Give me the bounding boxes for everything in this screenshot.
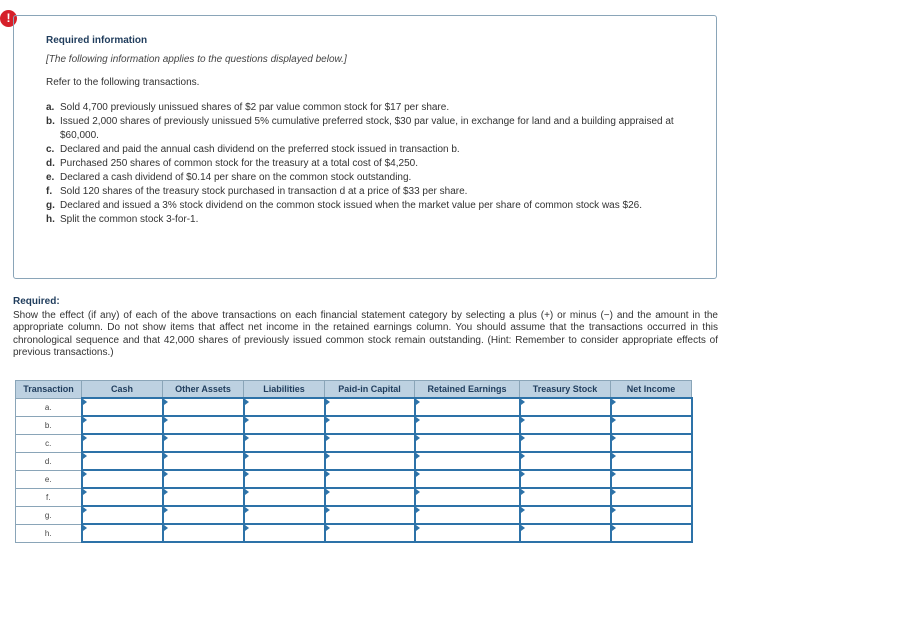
transaction-letter: a. <box>46 102 55 113</box>
required-section <box>13 296 718 360</box>
dropdown-arrow-icon[interactable] <box>164 525 168 531</box>
info-title: Required information <box>46 35 148 46</box>
dropdown-arrow-icon[interactable] <box>612 525 616 531</box>
transaction-letter: d. <box>46 158 55 169</box>
effect-input-cell[interactable] <box>244 506 325 524</box>
effect-input-cell[interactable] <box>244 488 325 506</box>
transaction-label: f. <box>16 488 82 506</box>
effect-input-cell[interactable] <box>611 506 692 524</box>
dropdown-arrow-icon[interactable] <box>416 471 420 477</box>
effect-input-cell[interactable] <box>325 452 415 470</box>
transaction-label: d. <box>16 452 82 470</box>
required-information-box <box>13 15 717 279</box>
transaction-text: Sold 120 shares of the treasury stock purchased in transaction d at a price of $33 per share. <box>60 186 468 197</box>
effect-input-cell[interactable] <box>415 398 520 416</box>
transaction-text: Purchased 250 shares of common stock for the treasury at a total cost of $4,250. <box>60 158 418 169</box>
effect-input-cell[interactable] <box>520 452 611 470</box>
transaction-item <box>46 101 686 115</box>
dropdown-arrow-icon[interactable] <box>612 417 616 423</box>
dropdown-arrow-icon[interactable] <box>612 399 616 405</box>
column-header: Retained Earnings <box>415 381 520 399</box>
effect-input-cell[interactable] <box>163 488 244 506</box>
dropdown-arrow-icon[interactable] <box>521 507 525 513</box>
dropdown-arrow-icon[interactable] <box>83 453 87 459</box>
effect-input-cell[interactable] <box>415 416 520 434</box>
effect-input-cell[interactable] <box>415 488 520 506</box>
dropdown-arrow-icon[interactable] <box>416 435 420 441</box>
dropdown-arrow-icon[interactable] <box>164 507 168 513</box>
dropdown-arrow-icon[interactable] <box>416 507 420 513</box>
column-header: Paid-in Capital <box>325 381 415 399</box>
effect-input-cell[interactable] <box>325 524 415 542</box>
dropdown-arrow-icon[interactable] <box>164 417 168 423</box>
dropdown-arrow-icon[interactable] <box>612 453 616 459</box>
effect-input-cell[interactable] <box>244 416 325 434</box>
transaction-label: g. <box>16 506 82 524</box>
dropdown-arrow-icon[interactable] <box>326 507 330 513</box>
info-note: [The following information applies to the questions displayed below.] <box>46 54 347 65</box>
dropdown-arrow-icon[interactable] <box>245 453 249 459</box>
effect-input-cell[interactable] <box>325 506 415 524</box>
dropdown-arrow-icon[interactable] <box>164 453 168 459</box>
dropdown-arrow-icon[interactable] <box>521 435 525 441</box>
effect-input-cell[interactable] <box>244 398 325 416</box>
effect-input-cell[interactable] <box>520 434 611 452</box>
effect-input-cell[interactable] <box>82 506 163 524</box>
transaction-item <box>46 115 686 143</box>
dropdown-arrow-icon[interactable] <box>416 489 420 495</box>
dropdown-arrow-icon[interactable] <box>416 417 420 423</box>
table-row <box>16 488 692 506</box>
effect-input-cell[interactable] <box>611 524 692 542</box>
effect-input-cell[interactable] <box>82 452 163 470</box>
effect-input-cell[interactable] <box>611 452 692 470</box>
dropdown-arrow-icon[interactable] <box>521 417 525 423</box>
dropdown-arrow-icon[interactable] <box>521 471 525 477</box>
table-header-row <box>16 381 692 399</box>
dropdown-arrow-icon[interactable] <box>326 453 330 459</box>
effect-input-cell[interactable] <box>520 470 611 488</box>
effect-input-cell[interactable] <box>325 398 415 416</box>
dropdown-arrow-icon[interactable] <box>83 417 87 423</box>
effect-input-cell[interactable] <box>244 470 325 488</box>
effect-input-cell[interactable] <box>163 416 244 434</box>
dropdown-arrow-icon[interactable] <box>83 525 87 531</box>
effects-table <box>15 380 693 543</box>
dropdown-arrow-icon[interactable] <box>612 489 616 495</box>
effect-input-cell[interactable] <box>611 416 692 434</box>
transaction-letter: h. <box>46 214 55 225</box>
dropdown-arrow-icon[interactable] <box>416 453 420 459</box>
transaction-list <box>46 101 686 227</box>
transaction-label: e. <box>16 470 82 488</box>
effect-input-cell[interactable] <box>520 488 611 506</box>
effect-input-cell[interactable] <box>611 434 692 452</box>
dropdown-arrow-icon[interactable] <box>326 471 330 477</box>
dropdown-arrow-icon[interactable] <box>326 399 330 405</box>
effect-input-cell[interactable] <box>163 506 244 524</box>
refer-text: Refer to the following transactions. <box>46 77 200 88</box>
dropdown-arrow-icon[interactable] <box>521 525 525 531</box>
effect-input-cell[interactable] <box>244 524 325 542</box>
transaction-text: Issued 2,000 shares of previously unissued 5% cumulative preferred stock, $30 par value, in exchange for land and a building appraised at $60,000. <box>60 116 674 141</box>
effect-input-cell[interactable] <box>163 524 244 542</box>
effect-input-cell[interactable] <box>520 506 611 524</box>
transaction-letter: f. <box>46 186 53 197</box>
transaction-item <box>46 213 686 227</box>
dropdown-arrow-icon[interactable] <box>245 525 249 531</box>
transaction-letter: g. <box>46 200 55 211</box>
effect-input-cell[interactable] <box>325 416 415 434</box>
dropdown-arrow-icon[interactable] <box>83 489 87 495</box>
effect-input-cell[interactable] <box>415 452 520 470</box>
column-header: Liabilities <box>244 381 325 399</box>
transaction-item <box>46 157 686 171</box>
column-header: Cash <box>82 381 163 399</box>
dropdown-arrow-icon[interactable] <box>416 399 420 405</box>
dropdown-arrow-icon[interactable] <box>326 417 330 423</box>
dropdown-arrow-icon[interactable] <box>245 417 249 423</box>
transaction-label: a. <box>16 398 82 416</box>
dropdown-arrow-icon[interactable] <box>612 435 616 441</box>
table-row <box>16 416 692 434</box>
dropdown-arrow-icon[interactable] <box>245 489 249 495</box>
dropdown-arrow-icon[interactable] <box>521 489 525 495</box>
required-instructions: Show the effect (if any) of each of the above transactions on each financial statement category by selecting a plus (+) or minus (−) and the amount in the appropriate column. Do not show items that affect net income in the retained earnings column. You should assume that the transactions occurred in this chronological sequence and that 42,000 shares of previously issued common stock remain outstanding. (Hint: Remember to consider appropriate effects of previous transactions.) <box>13 309 718 358</box>
dropdown-arrow-icon[interactable] <box>326 525 330 531</box>
alert-icon: ! <box>0 10 17 27</box>
effect-input-cell[interactable] <box>163 470 244 488</box>
transaction-text: Sold 4,700 previously unissued shares of $2 par value common stock for $17 per share. <box>60 102 450 113</box>
transaction-text: Split the common stock 3-for-1. <box>60 214 199 225</box>
table-row <box>16 398 692 416</box>
effect-input-cell[interactable] <box>325 470 415 488</box>
transaction-item <box>46 199 686 213</box>
effect-input-cell[interactable] <box>244 452 325 470</box>
transaction-letter: c. <box>46 144 55 155</box>
transaction-letter: b. <box>46 116 55 127</box>
transaction-label: c. <box>16 434 82 452</box>
effect-input-cell[interactable] <box>520 398 611 416</box>
dropdown-arrow-icon[interactable] <box>245 399 249 405</box>
effect-input-cell[interactable] <box>82 524 163 542</box>
dropdown-arrow-icon[interactable] <box>416 525 420 531</box>
effect-input-cell[interactable] <box>611 398 692 416</box>
transaction-item <box>46 171 686 185</box>
dropdown-arrow-icon[interactable] <box>245 507 249 513</box>
effect-input-cell[interactable] <box>163 398 244 416</box>
dropdown-arrow-icon[interactable] <box>164 399 168 405</box>
dropdown-arrow-icon[interactable] <box>83 507 87 513</box>
dropdown-arrow-icon[interactable] <box>245 435 249 441</box>
effect-input-cell[interactable] <box>325 434 415 452</box>
transaction-item <box>46 185 686 199</box>
effect-input-cell[interactable] <box>415 434 520 452</box>
table-row <box>16 434 692 452</box>
effect-input-cell[interactable] <box>325 488 415 506</box>
effect-input-cell[interactable] <box>244 434 325 452</box>
effect-input-cell[interactable] <box>82 470 163 488</box>
column-header: Treasury Stock <box>520 381 611 399</box>
table-row <box>16 506 692 524</box>
effect-input-cell[interactable] <box>163 452 244 470</box>
dropdown-arrow-icon[interactable] <box>326 489 330 495</box>
effect-input-cell[interactable] <box>82 398 163 416</box>
effect-input-cell[interactable] <box>520 524 611 542</box>
effect-input-cell[interactable] <box>82 434 163 452</box>
effect-input-cell[interactable] <box>415 524 520 542</box>
dropdown-arrow-icon[interactable] <box>83 435 87 441</box>
dropdown-arrow-icon[interactable] <box>83 399 87 405</box>
effect-input-cell[interactable] <box>82 416 163 434</box>
column-header: Other Assets <box>163 381 244 399</box>
transaction-label: b. <box>16 416 82 434</box>
dropdown-arrow-icon[interactable] <box>326 435 330 441</box>
transaction-text: Declared a cash dividend of $0.14 per share on the common stock outstanding. <box>60 172 412 183</box>
transaction-text: Declared and issued a 3% stock dividend on the common stock issued when the market value per share of common stock was $26. <box>60 200 642 211</box>
dropdown-arrow-icon[interactable] <box>521 453 525 459</box>
column-header: Net Income <box>611 381 692 399</box>
table-row <box>16 470 692 488</box>
effect-input-cell[interactable] <box>520 416 611 434</box>
effect-input-cell[interactable] <box>611 488 692 506</box>
dropdown-arrow-icon[interactable] <box>612 507 616 513</box>
effect-input-cell[interactable] <box>415 470 520 488</box>
transaction-label: h. <box>16 524 82 542</box>
effect-input-cell[interactable] <box>415 506 520 524</box>
transaction-item <box>46 143 686 157</box>
transaction-text: Declared and paid the annual cash dividend on the preferred stock issued in transaction b. <box>60 144 460 155</box>
dropdown-arrow-icon[interactable] <box>164 471 168 477</box>
effect-input-cell[interactable] <box>82 488 163 506</box>
required-label: Required: <box>13 296 60 307</box>
dropdown-arrow-icon[interactable] <box>164 435 168 441</box>
effect-input-cell[interactable] <box>611 470 692 488</box>
dropdown-arrow-icon[interactable] <box>521 399 525 405</box>
table-row <box>16 524 692 542</box>
transaction-letter: e. <box>46 172 55 183</box>
column-header: Transaction <box>16 381 82 399</box>
table-row <box>16 452 692 470</box>
dropdown-arrow-icon[interactable] <box>83 471 87 477</box>
effect-input-cell[interactable] <box>163 434 244 452</box>
dropdown-arrow-icon[interactable] <box>164 489 168 495</box>
dropdown-arrow-icon[interactable] <box>612 471 616 477</box>
dropdown-arrow-icon[interactable] <box>245 471 249 477</box>
